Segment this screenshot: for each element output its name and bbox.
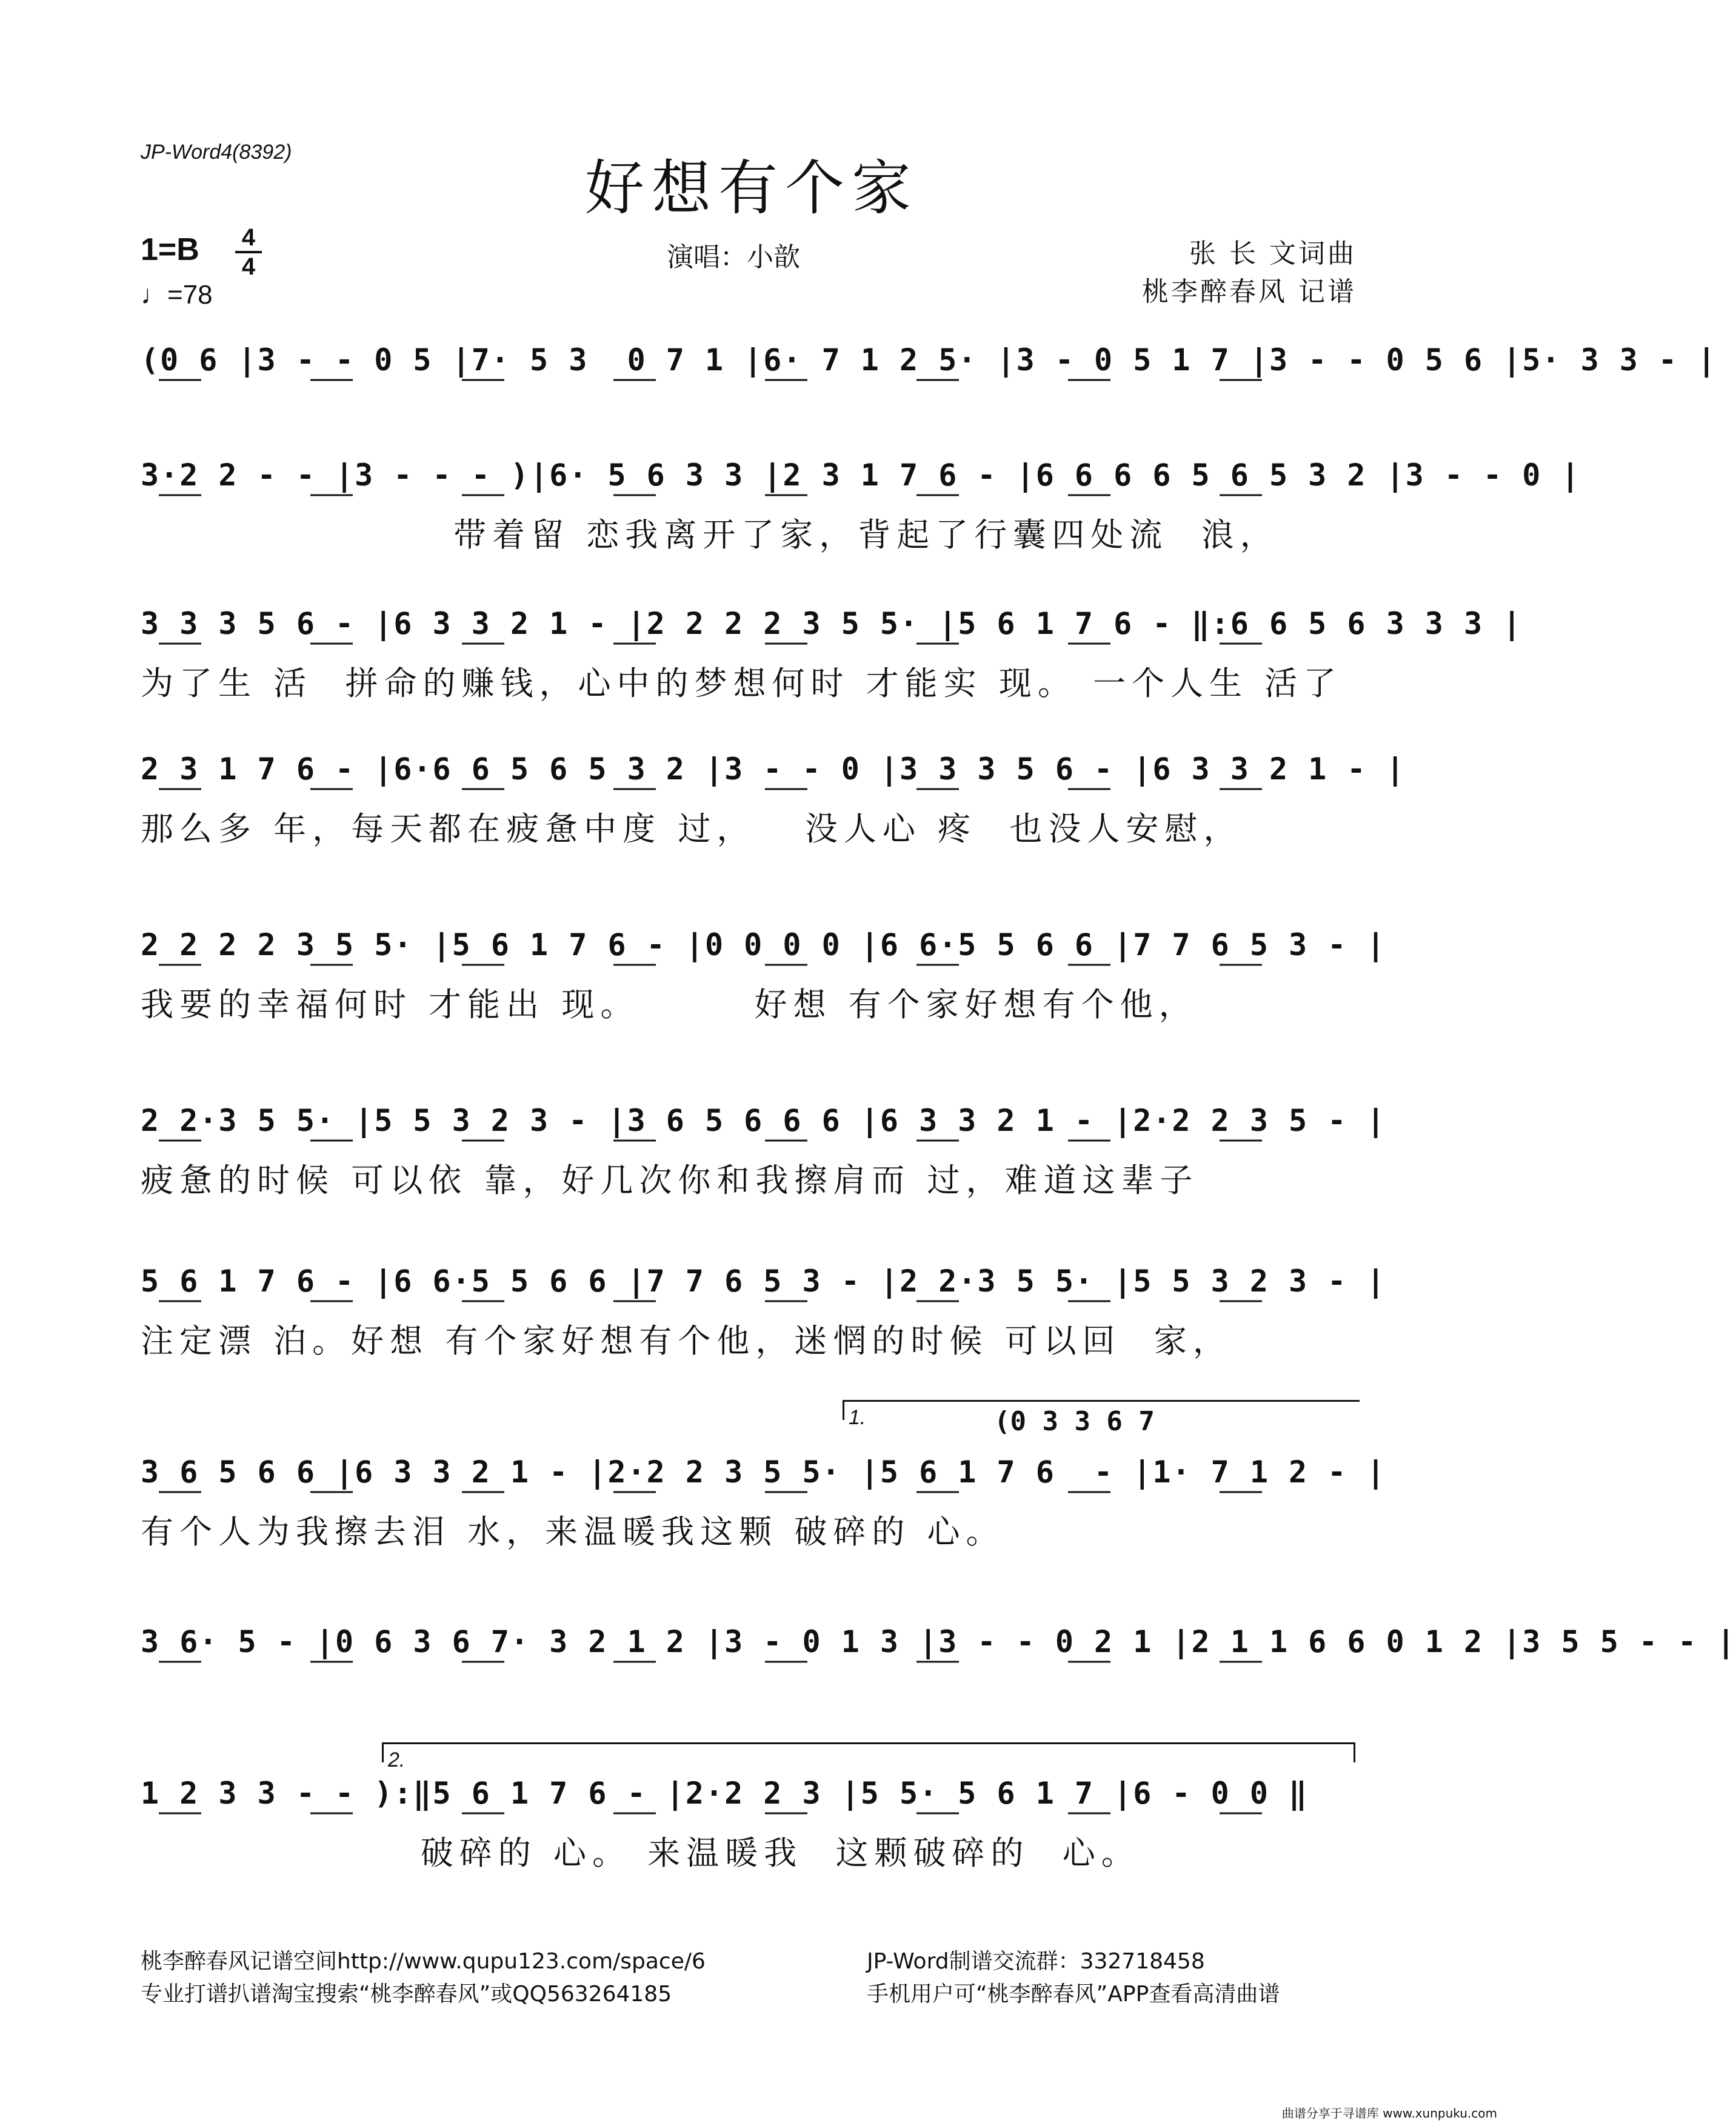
footer-app-note: 手机用户可“桃李醉春风”APP查看高清曲谱 bbox=[867, 1982, 1280, 2007]
lyric-line: 那么多 年，每天都在疲惫中度 过， 没人心 疼 也没人安慰， bbox=[141, 810, 1243, 848]
notation-row-notes: 1 2 3 3 - - ):‖5 6 1 7 6 - |2·2 2 3 |5 5· 5 6 1 7 |6 - 0 0 ‖ bbox=[141, 1776, 1309, 1811]
lyric-line: 注定漂 泊。好想 有个家好想有个他，迷惘的时候 可以回 家， bbox=[141, 1322, 1232, 1360]
notation-row bbox=[141, 458, 1581, 498]
duration-lines bbox=[141, 1264, 1386, 1306]
notation-row bbox=[141, 1624, 1736, 1664]
notation-row-notes: 3 3 3 5 6 - |6 3 3 2 1 - |2 2 2 2 3 5 5· |5 6 1 7 6 - ‖:6 6 5 6 3 3 3 | bbox=[141, 606, 1523, 641]
notation-row bbox=[141, 1776, 1356, 1816]
footer-taobao-note: 专业打谱扒谱淘宝搜索“桃李醉春风”或QQ563264185 bbox=[141, 1982, 672, 2007]
lyric-line: 为了生 活 拼命的赚钱，心中的梦想何时 才能实 现。 一个人生 活了 bbox=[141, 664, 1343, 702]
duration-lines bbox=[141, 927, 1386, 970]
notation-row bbox=[141, 1103, 1386, 1143]
duration-lines bbox=[141, 751, 1406, 794]
first-ending-pickup: (0 3 3 6 7 bbox=[994, 1406, 1155, 1437]
second-ending-bracket bbox=[382, 1742, 1355, 1762]
watermark: 曲谱分享于寻谱库 www.xunpuku.com bbox=[1281, 2106, 1497, 2121]
duration-lines bbox=[141, 342, 1717, 385]
singer-label: 演唱：小歆 bbox=[667, 242, 800, 273]
notation-row bbox=[141, 927, 1386, 967]
notation-row-notes: 2 3 1 7 6 - |6·6 6 5 6 5 3 2 |3 - - 0 |3 3 3 5 6 - |6 3 3 2 1 - | bbox=[141, 751, 1406, 787]
notation-row-notes: 3 6· 5 - |0 6 3 6 7· 3 2 1 2 |3 - 0 1 3 |3 - - 0 2 1 |2 1 1 6 6 0 1 2 |3 5 5 - - | bbox=[141, 1624, 1736, 1659]
notation-row-notes: 3·2 2 - - |3 - - - )|6· 5 6 3 3 |2 3 1 7 6 - |6 6 6 6 5 6 5 3 2 |3 - - 0 | bbox=[141, 458, 1581, 493]
footer-group-number: JP-Word制谱交流群：332718458 bbox=[867, 1949, 1205, 1974]
duration-lines bbox=[141, 458, 1581, 500]
duration-lines bbox=[141, 1103, 1386, 1145]
software-label: JP-Word4(8392) bbox=[141, 141, 292, 164]
duration-lines bbox=[141, 1624, 1736, 1667]
lyric-line: 破碎的 心。 来温暖我 这颗破碎的 心。 bbox=[141, 1834, 1140, 1872]
lyric-line: 有个人为我擦去泪 水，来温暖我这颗 破碎的 心。 bbox=[141, 1513, 1005, 1551]
notation-row bbox=[141, 751, 1406, 791]
notation-row bbox=[141, 1264, 1386, 1304]
lyric-line: 疲惫的时候 可以依 靠，好几次你和我擦肩而 过，难道这辈子 bbox=[141, 1161, 1199, 1199]
transcriber-credit: 桃李醉春风 记谱 bbox=[1142, 276, 1357, 307]
notation-row bbox=[141, 342, 1717, 382]
second-ending-label: 2. bbox=[388, 1748, 406, 1771]
time-signature-top: 4 bbox=[241, 224, 256, 251]
first-ending-label: 1. bbox=[849, 1406, 866, 1429]
lyric-line: 我要的幸福何时 才能出 现。 好想 有个家好想有个他， bbox=[141, 985, 1198, 1024]
notation-row-notes: (0 6 |3 - - 0 5 |7· 5 3 0 7 1 |6· 7 1 2 5· |3 - 0 5 1 7 |3 - - 0 5 6 |5· 3 3 - | bbox=[141, 342, 1717, 378]
duration-lines bbox=[141, 606, 1523, 648]
song-title: 好想有个家 bbox=[584, 154, 918, 223]
notation-row bbox=[141, 606, 1523, 646]
notation-row-notes: 5 6 1 7 6 - |6 6·5 5 6 6 |7 7 6 5 3 - |2 2·3 5 5· |5 5 3 2 3 - | bbox=[141, 1264, 1386, 1299]
key-signature: 1=B bbox=[141, 232, 199, 267]
time-signature bbox=[235, 225, 262, 279]
notation-row-notes: 3 6 5 6 6 |6 3 3 2 1 - |2·2 2 3 5 5· |5 6 1 7 6 - |1· 7 1 2 - | bbox=[141, 1455, 1386, 1490]
duration-lines bbox=[141, 1455, 1386, 1497]
time-signature-bottom: 4 bbox=[241, 253, 256, 280]
composer-credit: 张 长 文词曲 bbox=[1189, 238, 1357, 269]
notation-row-notes: 2 2 2 2 3 5 5· |5 6 1 7 6 - |0 0 0 0 |6 6·5 5 6 6 |7 7 6 5 3 - | bbox=[141, 927, 1386, 962]
lyric-line: 带着留 恋我离开了家，背起了行囊四处流 浪， bbox=[141, 516, 1279, 554]
notation-row-notes: 2 2·3 5 5· |5 5 3 2 3 - |3 6 5 6 6 6 |6 3 3 2 1 - |2·2 2 3 5 - | bbox=[141, 1103, 1386, 1138]
duration-lines bbox=[141, 1776, 1356, 1818]
footer-space-link: 桃李醉春风记谱空间http://www.qupu123.com/space/6 bbox=[141, 1949, 706, 1974]
notation-row bbox=[141, 1455, 1386, 1495]
tempo-mark: ♩=78 bbox=[141, 280, 213, 310]
